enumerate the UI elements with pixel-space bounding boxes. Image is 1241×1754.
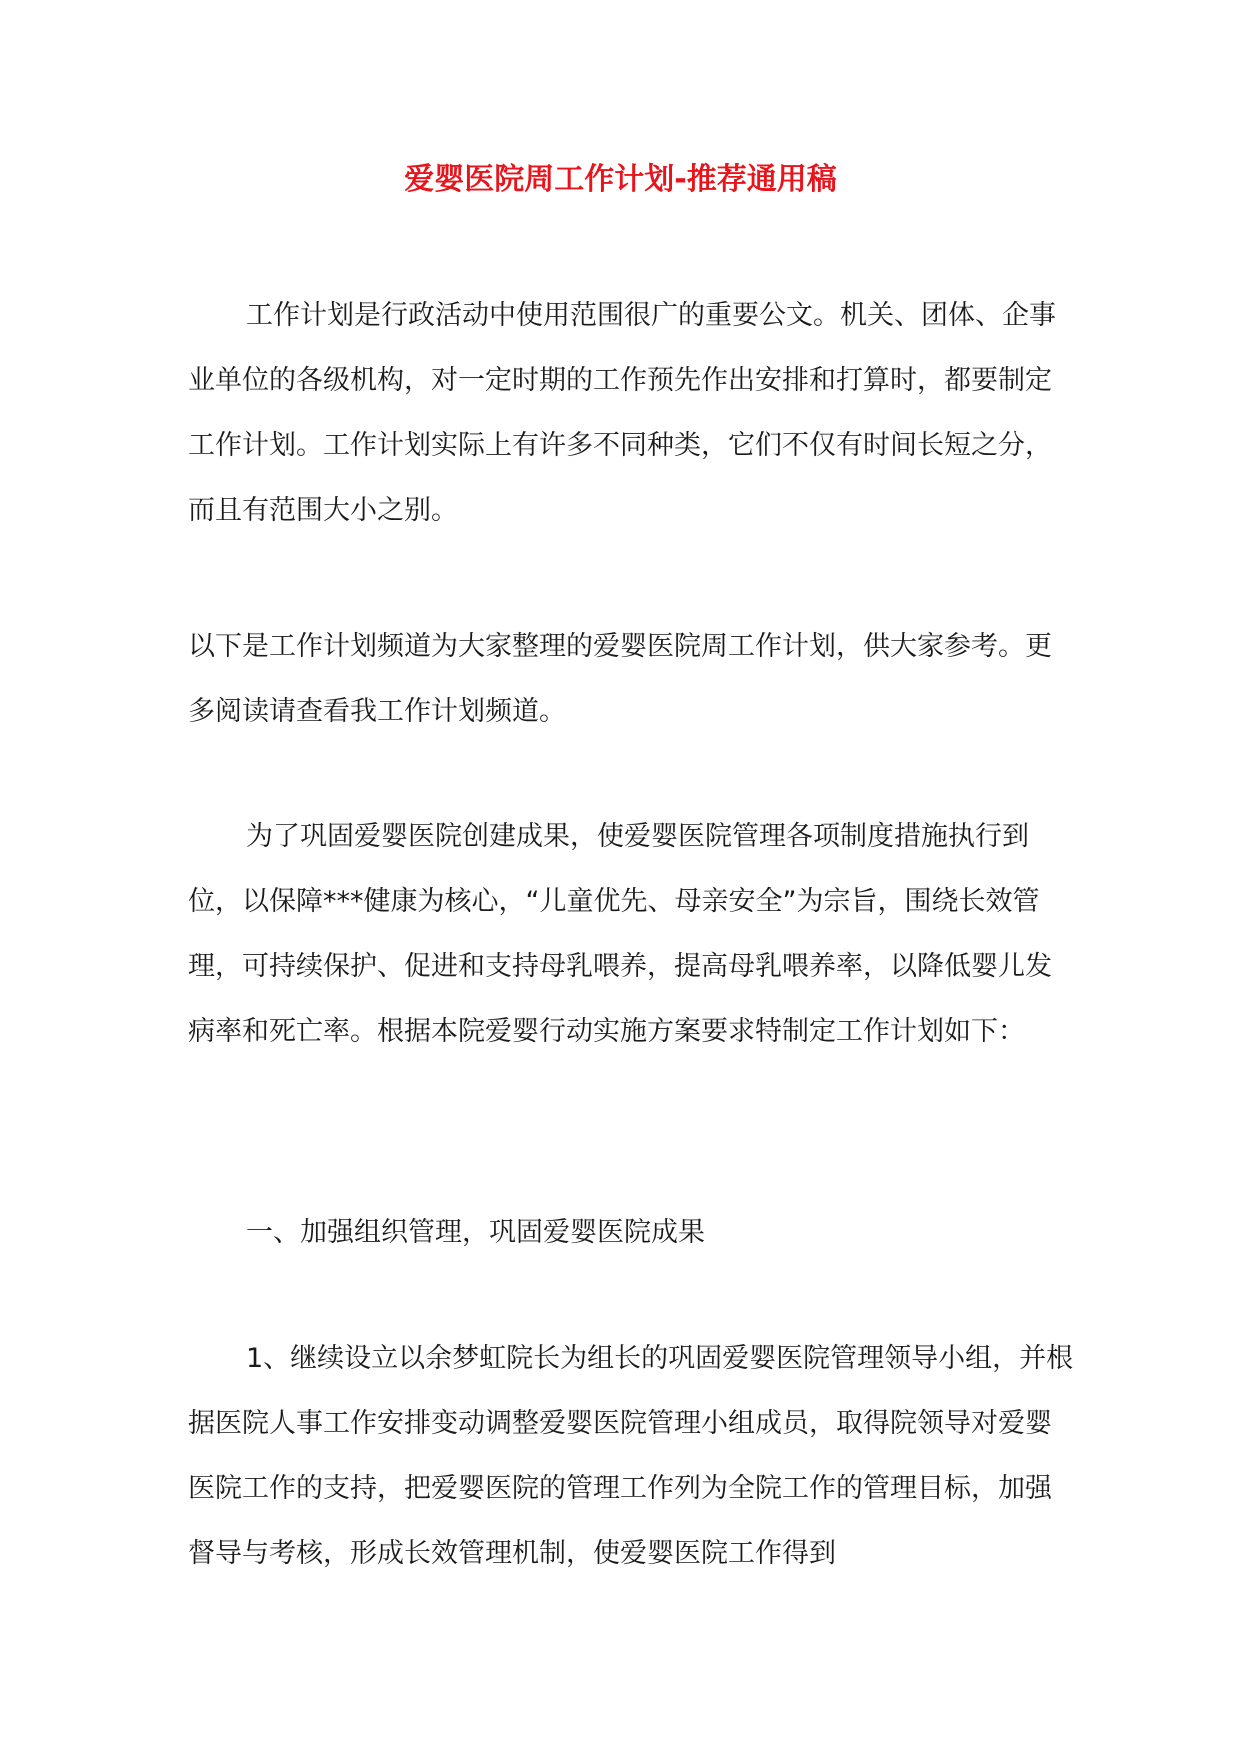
paragraph-channel-note: 以下是工作计划频道为大家整理的爱婴医院周工作计划，供大家参考。更多阅读请查看我工作计划频道。 [188,631,1052,727]
paragraph-intro: 工作计划是行政活动中使用范围很广的重要公文。机关、团体、企事业单位的各级机构，对一定时期的工作预先作出安排和打算时，都要制定工作计划。工作计划实际上有许多不同种类，它们不仅有时间长短之分，而且有范围大小之别。 [188,300,1056,526]
section-heading-1: 一、加强组织管理，巩固爱婴医院成果 [246,1217,705,1248]
paragraph-item-1: 1、继续设立以余梦虹院长为组长的巩固爱婴医院管理领导小组，并根据医院人事工作安排变动调整爱婴医院管理小组成员，取得院领导对爱婴医院工作的支持，把爱婴医院的管理工作列为全院工作的管理目标，加强督导与考核，形成长效管理机制，使爱婴医院工作得到 [188,1343,1074,1569]
document-title: 爱婴医院周工作计划-推荐通用稿 [404,162,837,197]
paragraph-purpose: 为了巩固爱婴医院创建成果，使爱婴医院管理各项制度措施执行到位，以保障***健康为核心，“儿童优先、母亲安全”为宗旨，围绕长效管理，可持续保护、促进和支持母乳喂养，提高母乳喂养率，以降低婴儿发病率和死亡率。根据本院爱婴行动实施方案要求特制定工作计划如下： [188,821,1052,1047]
